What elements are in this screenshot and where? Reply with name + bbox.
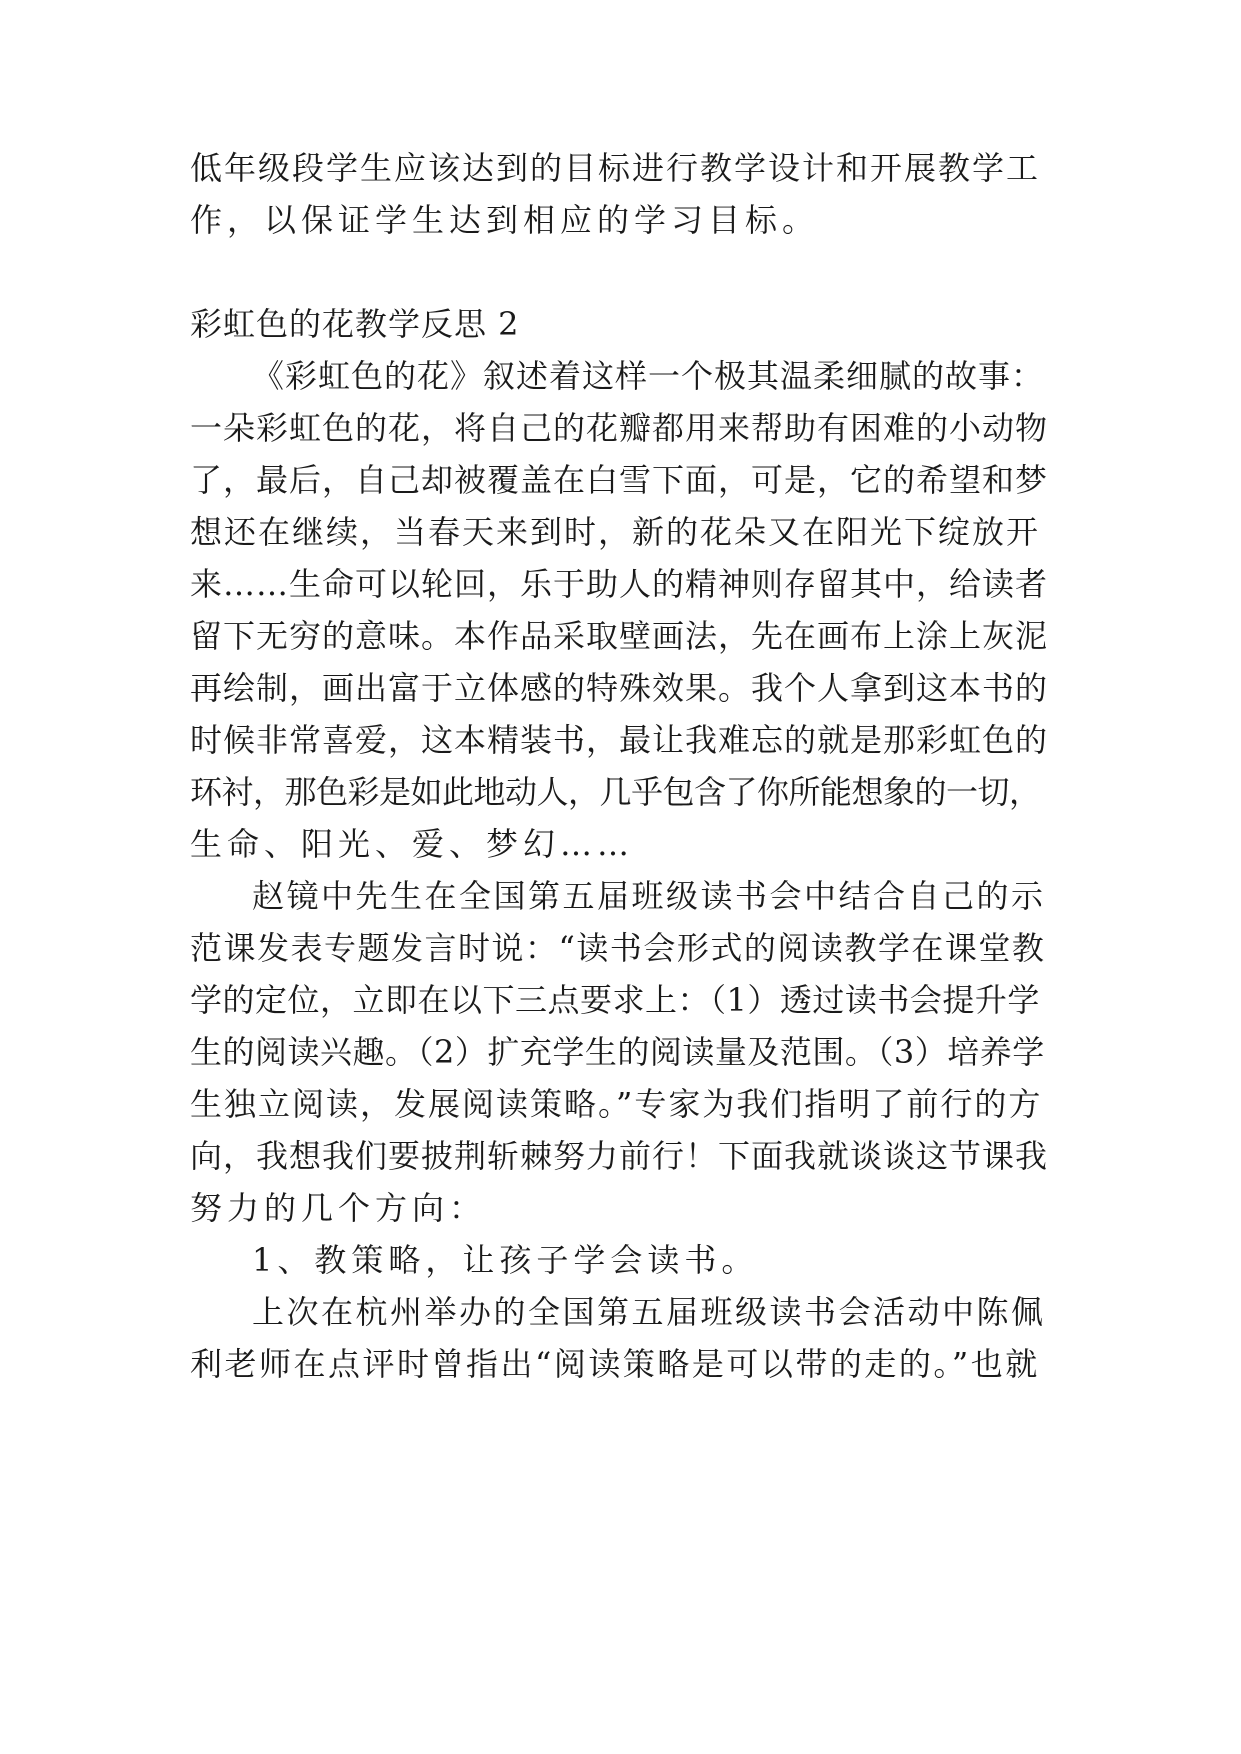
text-line: 学的定位，立即在以下三点要求上：（1）透过读书会提升学 [190, 981, 1040, 1019]
section-title: 彩虹色的花教学反思 2 [190, 305, 520, 343]
text-line: 生独立阅读，发展阅读策略。”专家为我们指明了前行的方 [190, 1085, 1043, 1123]
text-line: 一朵彩虹色的花，将自己的花瓣都用来帮助有困难的小动物 [190, 409, 1049, 447]
text-line: 想还在继续，当春天来到时，新的花朵又在阳光下绽放开 [190, 513, 1041, 551]
text-line: 了，最后，自己却被覆盖在白雪下面，可是，它的希望和梦 [190, 461, 1049, 499]
list-item: 1、教策略，让孩子学会读书。 [252, 1241, 759, 1279]
text-line: 来……生命可以轮回，乐于助人的精神则存留其中，给读者 [190, 565, 1049, 603]
text-line: 再绘制，画出富于立体感的特殊效果。我个人拿到这本书的 [190, 669, 1049, 707]
text-line: 向，我想我们要披荆斩棘努力前行！下面我就谈谈这节课我 [190, 1137, 1049, 1175]
text-line: 赵镜中先生在全国第五届班级读书会中结合自己的示 [252, 877, 1046, 915]
text-line: 生的阅读兴趣。（2）扩充学生的阅读量及范围。（3）培养学 [190, 1033, 1045, 1071]
text-line: 留下无穷的意味。本作品采取壁画法，先在画布上涂上灰泥 [190, 617, 1049, 655]
text-line: 范课发表专题发言时说：“读书会形式的阅读教学在课堂教 [190, 929, 1046, 967]
text-line: 上次在杭州举办的全国第五届班级读书会活动中陈佩 [252, 1293, 1046, 1331]
text-line: 《彩虹色的花》叙述着这样一个极其温柔细腻的故事： [252, 357, 1045, 395]
text-line: 作，以保证学生达到相应的学习目标。 [190, 201, 820, 239]
text-line: 环衬，那色彩是如此地动人，几乎包含了你所能想象的一切， [190, 773, 1041, 811]
text-line: 利老师在点评时曾指出“阅读策略是可以带的走的。”也就 [190, 1345, 1040, 1383]
text-line: 生命、阳光、爱、梦幻…… [190, 825, 635, 863]
text-line: 努力的几个方向： [190, 1189, 487, 1227]
text-line: 时候非常喜爱，这本精装书，最让我难忘的就是那彩虹色的 [190, 721, 1049, 759]
text-line: 低年级段学生应该达到的目标进行教学设计和开展教学工 [190, 149, 1041, 187]
